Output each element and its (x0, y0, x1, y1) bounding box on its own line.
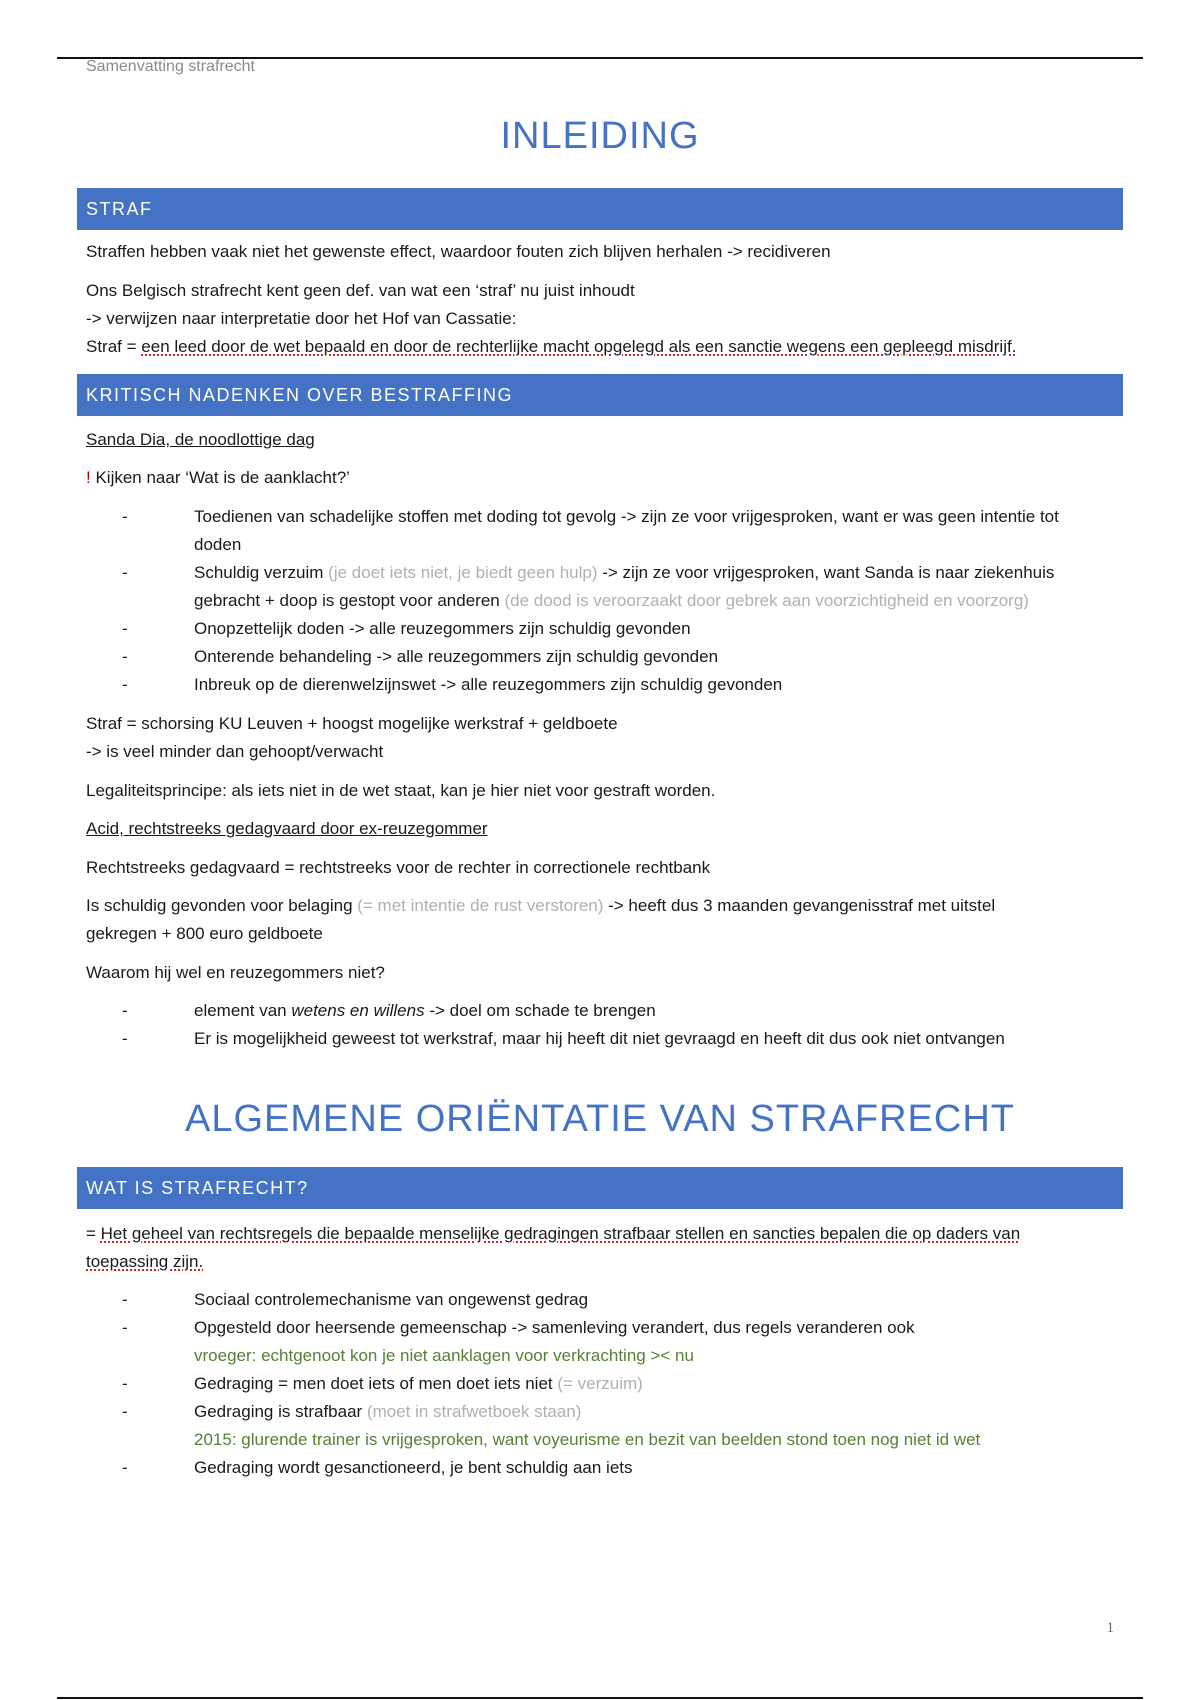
paragraph-recidiveren: Straffen hebben vaak niet het gewenste effect, waardoor fouten zich blijven herhalen -> recidiveren (86, 242, 831, 261)
section-title-algemene-orientatie: ALGEMENE ORIËNTATIE VAN STRAFRECHT (185, 1098, 1015, 1140)
straf-definition: een leed door de wet bepaald en door de rechterlijke macht opgelegd als een sanctie wegens een gepleegd misdrijf. (141, 337, 1017, 356)
heading-band-straf: STRAF (77, 188, 1123, 230)
list-item-charge-1: - Toedienen van schadelijke stoffen met doding tot gevolg -> zijn ze voor vrijgesproken, want er was geen intentie tot doden (122, 507, 1059, 554)
paragraph-legaliteit: Legaliteitsprincipe: als iets niet in de wet staat, kan je hier niet voor gestraft worden. (86, 781, 716, 800)
exclamation-icon: ! (86, 468, 91, 487)
list-item-controlemechanisme: - Sociaal controlemechanisme van ongewenst gedrag (122, 1290, 589, 1309)
paragraph-rechtstreeks: Rechtstreeks gedagvaard = rechtstreeks voor de rechter in correctionele rechtbank (86, 858, 711, 877)
paragraph-belaging: Is schuldig gevonden voor belaging (= met intentie de rust verstoren) -> heeft dus 3 maanden gevangenisstraf met uitstel gekregen + 800 euro geldboete (86, 896, 996, 943)
page-number: 1 (1106, 1620, 1114, 1636)
paragraph-waarom: Waarom hij wel en reuzegommers niet? (86, 963, 385, 982)
list-item-gesanctioneerd: - Gedraging wordt gesanctioneerd, je bent schuldig aan iets (122, 1458, 633, 1477)
example-note: 2015: glurende trainer is vrijgesproken, want voyeurisme en bezit van beelden stond toen nog niet id wet (194, 1430, 981, 1449)
list-item-reason-2: - Er is mogelijkheid geweest tot werkstraf, maar hij heeft dit niet gevraagd en heeft dit dus ook niet ontvangen (122, 1029, 1005, 1048)
running-header: Samenvatting strafrecht (86, 58, 255, 75)
list-item-gedraging-doen: - Gedraging = men doet iets of men doet iets niet (= verzuim) (122, 1374, 643, 1393)
footer-rule (57, 1697, 1143, 1699)
case-heading-acid: Acid, rechtstreeks gedagvaard door ex-reuzegommer (86, 819, 488, 838)
case-heading-sanda: Sanda Dia, de noodlottige dag (86, 430, 315, 449)
heading-band-wat-is-strafrecht: WAT IS STRAFRECHT? (77, 1167, 1123, 1209)
list-item-charge-2: - Schuldig verzuim (je doet iets niet, je biedt geen hulp) -> zijn ze voor vrijgesproken, want Sanda is naar ziekenhuis gebracht + doop is gestopt voor anderen (de dood is veroorzaakt door gebrek aan voorzichtigheid en voorzorg) (122, 563, 1055, 610)
list-item-heersende-gemeenschap: - Opgesteld door heersende gemeenschap -> samenleving verandert, dus regels veranderen ook vroeger: echtgenoot kon je niet aanklagen voor verkrachting >< nu (122, 1314, 1112, 1370)
list-item-reason-1: - element van wetens en willens -> doel om schade te brengen (122, 1001, 656, 1020)
paragraph-straf-schorsing: Straf = schorsing KU Leuven + hoogst mogelijke werkstraf + geldboete -> is veel minder dan gehoopt/verwacht (86, 714, 618, 761)
paragraph-definitie-strafrecht: = Het geheel van rechtsregels die bepaalde menselijke gedragingen strafbaar stellen en sancties bepalen die op daders van toepassing zijn. (86, 1224, 1021, 1271)
example-note: vroeger: echtgenoot kon je niet aanklagen voor verkrachting >< nu (194, 1346, 694, 1365)
paragraph-definitie: Ons Belgisch strafrecht kent geen def. van wat een ‘straf’ nu juist inhoudt -> verwijzen naar interpretatie door het Hof van Cassatie: Straf = een leed door de wet bepaald en door de rechterlijke macht opgelegd als een sanctie wegens een gepleegd misdrijf. (86, 281, 1017, 356)
paragraph-aanklacht: ! Kijken naar ‘Wat is de aanklacht?’ (86, 468, 350, 487)
list-item-gedraging-strafbaar: - Gedraging is strafbaar (moet in strafwetboek staan) 2015: glurende trainer is vrijgesproken, want voyeurisme en bezit van beelden stond toen nog niet id wet (122, 1398, 1112, 1454)
list-item-charge-4: - Onterende behandeling -> alle reuzegommers zijn schuldig gevonden (122, 647, 719, 666)
heading-band-kritisch: KRITISCH NADENKEN OVER BESTRAFFING (77, 374, 1123, 416)
list-item-charge-3: - Onopzettelijk doden -> alle reuzegommers zijn schuldig gevonden (122, 619, 691, 638)
section-title-inleiding: INLEIDING (500, 115, 700, 157)
list-item-charge-5: - Inbreuk op de dierenwelzijnswet -> alle reuzegommers zijn schuldig gevonden (122, 675, 783, 694)
